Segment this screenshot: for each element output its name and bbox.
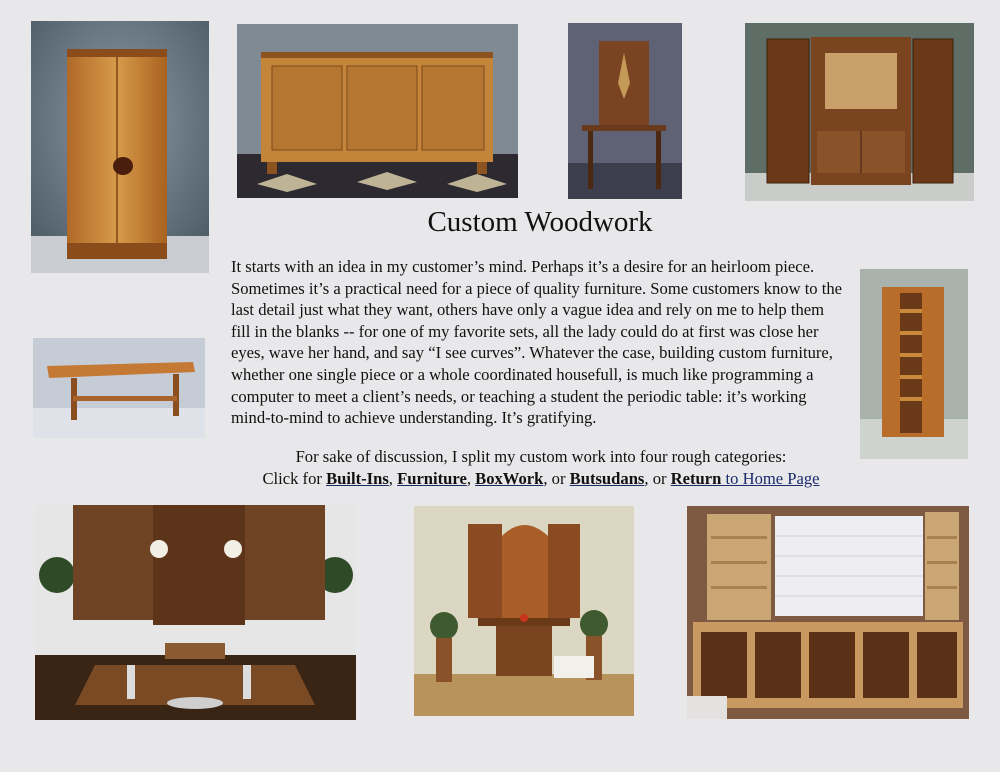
or-label-2: or	[652, 468, 667, 488]
photo-builtin-wall-unit	[687, 506, 969, 719]
or-label-1: or	[551, 468, 566, 488]
photo-cabinet-on-stand	[568, 23, 682, 199]
intro-paragraph: It starts with an idea in my customer’s mind. Perhaps it’s a desire for an heirloom piece. Sometimes it’s a practical need for a piece of quality furniture. Some customers know to the last detail just what they want, others have only a vague idea and rely on me to help them fill in the blanks -- for one of my favorite sets, all the lady could do at first was close her eyes, wave her hand, and say “I see curves”. Whatever the case, building custom furniture, whether one single piece or a whole coordinated housefull, is much like programming a computer to meet a client’s needs, or teaching a student the periodic table: it’s working mind-to-mind to achieve understanding. It’s gratifying.	[231, 257, 843, 428]
boxwork-link[interactable]: BoxWork	[475, 468, 544, 488]
category-links: Click for Built-Ins, Furniture, BoxWork, or Butsudans, or Return to Home Page	[262, 468, 820, 488]
categories-block	[231, 446, 851, 489]
photo-tall-cabinet	[31, 21, 209, 273]
butsudans-link[interactable]: Butsudans	[569, 468, 645, 488]
builtins-link[interactable]: Built-Ins	[326, 468, 389, 488]
photo-coffee-table	[33, 338, 205, 438]
categories-intro: For sake of discussion, I split my custom work into four rough categories:	[295, 447, 787, 466]
photo-butsudan-altar	[35, 505, 356, 720]
photo-sideboard	[237, 24, 518, 198]
return-home-link[interactable]: Return to Home Page	[670, 468, 820, 488]
photo-butsudan-plants	[414, 506, 634, 716]
page-title: Custom Woodwork	[427, 206, 653, 238]
furniture-link[interactable]: Furniture	[397, 468, 467, 488]
click-for-label: Click for	[262, 468, 322, 488]
photo-shelf-tower	[860, 269, 968, 459]
photo-armoire-open	[745, 23, 974, 201]
